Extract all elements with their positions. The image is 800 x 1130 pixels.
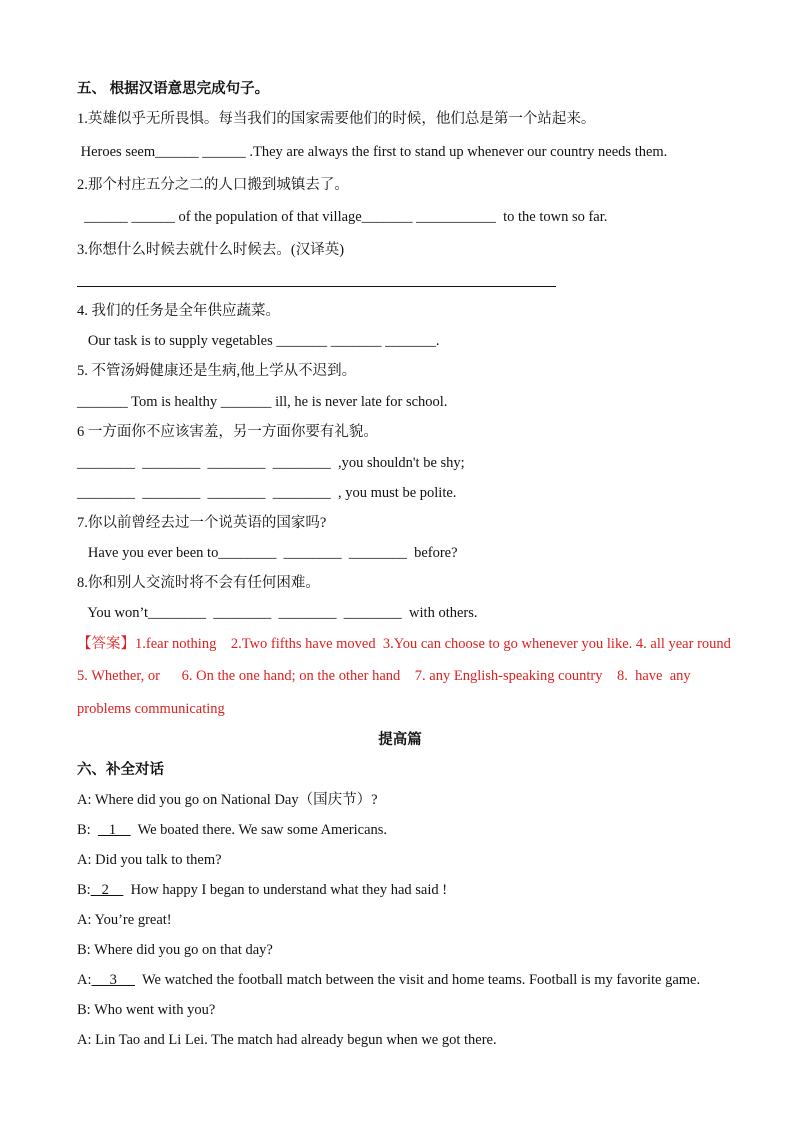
blank-2: 2 — [90, 882, 124, 898]
q7-chinese: 7.你以前曾经去过一个说英语的国家吗? — [77, 515, 327, 531]
dialogue-text: We boated there. We saw some Americans. — [130, 822, 388, 838]
q6-chinese: 6 一方面你不应该害羞，另一方面你要有礼貌。 — [77, 424, 378, 440]
q2-chinese: 2.那个村庄五分之二的人口搬到城镇去了。 — [77, 177, 349, 193]
q3-answer-line — [77, 286, 556, 287]
q5-chinese: 5. 不管汤姆健康还是生病,他上学从不迟到。 — [77, 363, 357, 379]
q6-english-1: ________ ________ ________ ________ ,you shouldn't be shy; — [77, 455, 465, 471]
q3-chinese: 3.你想什么时候去就什么时候去。(汉译英) — [77, 242, 345, 258]
q4-english: Our task is to supply vegetables _______ _______ _______. — [77, 333, 440, 349]
q2-english: ______ ______ of the population of that village_______ ___________ to the town so far. — [77, 209, 608, 225]
speaker-label: B: — [77, 882, 91, 898]
dialogue-text: How happy I began to understand what they had said ! — [123, 882, 448, 898]
dialogue-line-blank-2 — [77, 880, 447, 900]
advanced-section-title: 提高篇 — [378, 732, 422, 748]
q1-chinese: 1.英雄似乎无所畏惧。每当我们的国家需要他们的时候，他们总是第一个站起来。 — [77, 111, 596, 127]
dialogue-line: B: Who went with you? — [77, 1002, 216, 1018]
blank-1: 1 — [97, 822, 131, 838]
section-5-heading: 五、 根据汉语意思完成句子。 — [77, 81, 270, 97]
dialogue-line: B: Where did you go on that day? — [77, 942, 273, 958]
q5-english: _______ Tom is healthy _______ ill, he is never late for school. — [77, 394, 448, 410]
dialogue-line: A: You’re great! — [77, 912, 172, 928]
q6-english-2: ________ ________ ________ ________ , you must be polite. — [77, 485, 457, 501]
q7-english: Have you ever been to________ ________ ________ before? — [77, 545, 458, 561]
blank-3: 3 — [91, 972, 135, 988]
answer-line-1: 【答案】1.fear nothing 2.Two fifths have moved 3.You can choose to go whenever you like. 4. all year round — [77, 636, 731, 652]
dialogue-text: We watched the football match between the visit and home teams. Football is my favorite game. — [135, 972, 701, 988]
dialogue-line: A: Lin Tao and Li Lei. The match had already begun when we got there. — [77, 1032, 497, 1048]
speaker-label: A: — [77, 972, 92, 988]
q8-chinese: 8.你和别人交流时将不会有任何困难。 — [77, 575, 320, 591]
dialogue-line-blank-3 — [77, 970, 700, 990]
q1-english: Heroes seem______ ______ .They are always the first to stand up whenever our country needs them. — [77, 144, 668, 160]
q4-chinese: 4. 我们的任务是全年供应蔬菜。 — [77, 303, 280, 319]
answer-line-2: 5. Whether, or 6. On the one hand; on the other hand 7. any English-speaking country 8. have any — [77, 668, 691, 684]
answer-line-3: problems communicating — [77, 701, 225, 717]
section-6-heading: 六、补全对话 — [77, 762, 164, 778]
dialogue-line: A: Did you talk to them? — [77, 852, 222, 868]
dialogue-line: A: Where did you go on National Day（国庆节）? — [77, 792, 378, 808]
q8-english: You won’t________ ________ ________ ________ with others. — [77, 605, 478, 621]
dialogue-line-blank-1 — [77, 820, 387, 840]
speaker-label: B: — [77, 822, 98, 838]
